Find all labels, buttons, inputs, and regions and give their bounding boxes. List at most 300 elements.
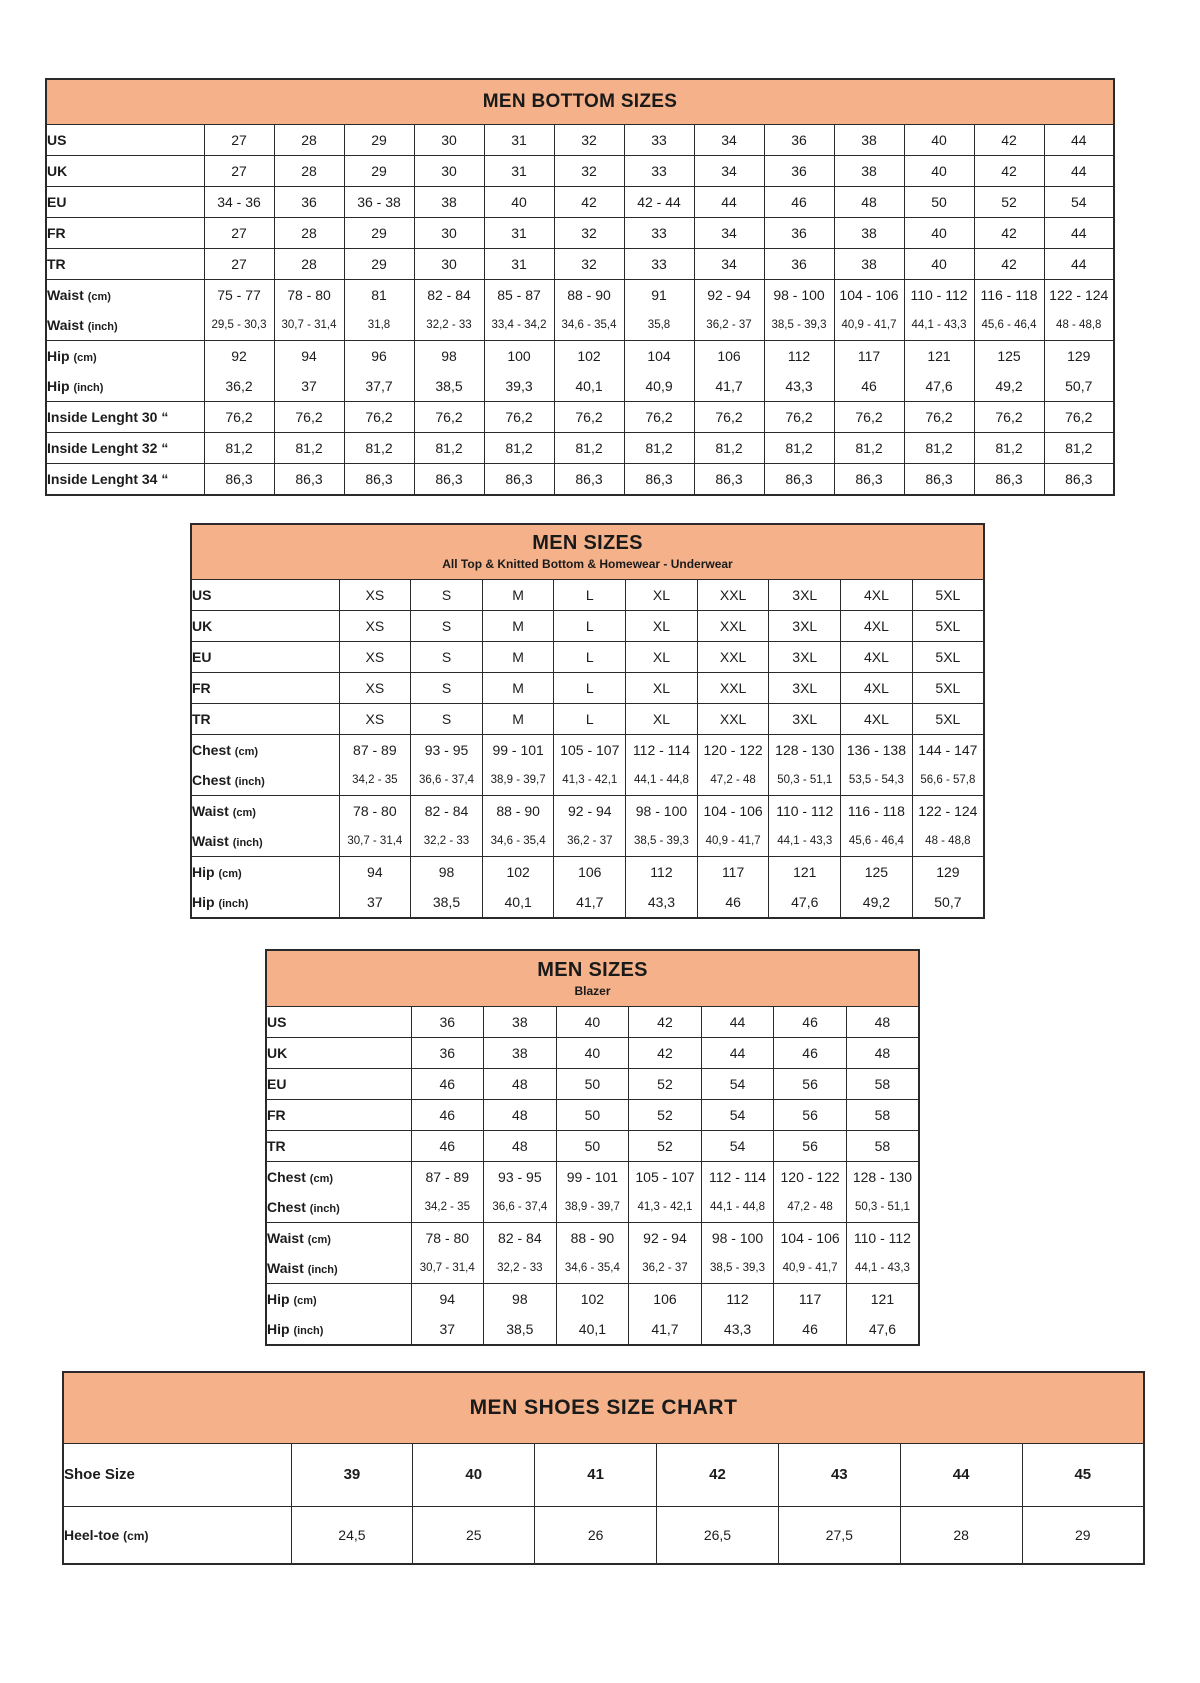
value-cell bbox=[774, 1006, 847, 1037]
value-line: 26,5 bbox=[703, 1527, 732, 1543]
value-line: 30,7 - 31,4 bbox=[347, 835, 403, 847]
value-line: 52 bbox=[1001, 193, 1017, 210]
value-line: XS bbox=[365, 680, 385, 696]
value-cell bbox=[764, 340, 834, 401]
value-line: 40,1 bbox=[575, 377, 603, 394]
value-line: 112 bbox=[650, 864, 673, 880]
value-cell bbox=[339, 580, 411, 611]
value-cell bbox=[774, 1130, 847, 1161]
value-line: 144 - 147 bbox=[918, 742, 978, 758]
value-line: 104 - 106 bbox=[780, 1229, 840, 1246]
table-row bbox=[266, 1099, 919, 1130]
value-line: 88 - 90 bbox=[496, 803, 540, 819]
value-line: 98 bbox=[438, 864, 455, 880]
value-line: XXL bbox=[719, 680, 747, 696]
row-label-cell bbox=[266, 1037, 411, 1068]
value-cell bbox=[291, 1507, 413, 1565]
value-cell bbox=[339, 857, 411, 919]
row-label-text: FR bbox=[192, 680, 211, 696]
row-label-text: Chest bbox=[192, 742, 231, 758]
value-cell bbox=[484, 1037, 557, 1068]
value-line: 75 - 77 bbox=[217, 286, 261, 303]
value-line: 28 bbox=[301, 255, 317, 272]
value-line: 117 bbox=[721, 864, 745, 880]
men-blazer-sizes-grid bbox=[265, 949, 920, 1346]
value-line: 34 bbox=[721, 162, 737, 179]
value-line: 76,2 bbox=[995, 408, 1023, 425]
row-label-cell bbox=[266, 1130, 411, 1161]
value-cell bbox=[624, 463, 694, 495]
value-line: 81,2 bbox=[295, 439, 323, 456]
value-line: 86,3 bbox=[785, 470, 813, 487]
value-line: 78 - 80 bbox=[425, 1229, 470, 1246]
value-line: 40 bbox=[511, 193, 527, 210]
value-line: 42 bbox=[709, 1466, 726, 1483]
value-cell bbox=[344, 155, 414, 186]
value-line: 40 bbox=[931, 224, 947, 241]
row-unit: (inch) bbox=[307, 1263, 338, 1276]
value-cell bbox=[904, 463, 974, 495]
table-row bbox=[266, 1037, 919, 1068]
value-line: 46 bbox=[439, 1075, 456, 1092]
men-shoes-size-chart-grid bbox=[62, 1371, 1145, 1566]
row-label bbox=[47, 310, 204, 340]
value-cell bbox=[694, 432, 764, 463]
value-line: 36,6 - 37,4 bbox=[492, 1200, 548, 1213]
value-line: 44,1 - 44,8 bbox=[710, 1200, 766, 1213]
value-cell bbox=[482, 796, 554, 857]
value-line: 27 bbox=[231, 255, 247, 272]
value-line: 34,6 - 35,4 bbox=[564, 1261, 620, 1274]
row-label-text: Inside Lenght 34 “ bbox=[47, 470, 169, 487]
value-line: 34,6 - 35,4 bbox=[490, 835, 546, 847]
row-label-text: Hip bbox=[267, 1290, 290, 1307]
value-line: 40 bbox=[931, 162, 947, 179]
row-unit: (cm) bbox=[73, 351, 97, 364]
value-line: XXL bbox=[719, 618, 747, 634]
value-cell bbox=[694, 186, 764, 217]
value-cell bbox=[841, 704, 913, 735]
value-cell bbox=[344, 432, 414, 463]
value-cell bbox=[411, 735, 483, 796]
value-line: 48 bbox=[512, 1075, 528, 1092]
value-cell bbox=[834, 124, 904, 155]
value-line: 44 bbox=[721, 193, 737, 210]
value-line: 78 - 80 bbox=[353, 803, 397, 819]
value-cell bbox=[411, 1006, 484, 1037]
value-line: 76,2 bbox=[365, 408, 393, 425]
value-line: 25 bbox=[465, 1527, 482, 1543]
value-line: 120 - 122 bbox=[780, 1168, 840, 1185]
value-line: 102 bbox=[580, 1290, 605, 1307]
value-cell bbox=[846, 1222, 919, 1283]
value-cell bbox=[274, 340, 344, 401]
men-bottom-sizes-grid bbox=[45, 78, 1115, 496]
value-line: 4XL bbox=[863, 711, 889, 727]
value-line: 76,2 bbox=[225, 408, 253, 425]
value-line: 81,2 bbox=[645, 439, 673, 456]
value-line: 81,2 bbox=[365, 439, 393, 456]
value-cell bbox=[764, 248, 834, 279]
value-line: 125 bbox=[997, 347, 1021, 364]
row-label-text: Waist bbox=[192, 833, 229, 849]
value-cell bbox=[774, 1161, 847, 1222]
value-cell bbox=[274, 432, 344, 463]
row-unit: (cm) bbox=[218, 868, 242, 880]
value-cell bbox=[484, 1068, 557, 1099]
value-line: 81,2 bbox=[435, 439, 463, 456]
value-line: 47,6 bbox=[868, 1320, 897, 1337]
value-cell bbox=[769, 704, 841, 735]
row-unit: (cm) bbox=[307, 1233, 331, 1246]
value-line: 37 bbox=[439, 1320, 456, 1337]
value-line: 87 - 89 bbox=[353, 742, 397, 758]
row-label bbox=[192, 673, 339, 703]
row-label-cell bbox=[63, 1444, 291, 1507]
value-line: 121 bbox=[793, 864, 817, 880]
value-cell bbox=[1022, 1444, 1144, 1507]
value-line: XXL bbox=[719, 587, 747, 603]
value-cell bbox=[411, 1222, 484, 1283]
value-line: 50,7 bbox=[934, 894, 962, 910]
value-line: 76,2 bbox=[645, 408, 673, 425]
value-cell bbox=[904, 340, 974, 401]
value-line: 54 bbox=[1070, 193, 1087, 210]
value-line: 92 - 94 bbox=[568, 803, 612, 819]
table-subtitle: All Top & Knitted Bottom & Homewear - Underwear bbox=[442, 557, 733, 572]
value-line: 43,3 bbox=[785, 377, 813, 394]
value-line: 87 - 89 bbox=[425, 1168, 470, 1185]
value-line: 50 bbox=[931, 193, 947, 210]
table-row bbox=[191, 673, 984, 704]
value-cell bbox=[484, 248, 554, 279]
value-cell bbox=[834, 463, 904, 495]
value-cell bbox=[764, 155, 834, 186]
row-label bbox=[267, 1038, 411, 1068]
value-cell bbox=[339, 704, 411, 735]
value-line: 28 bbox=[301, 224, 317, 241]
table-row bbox=[46, 217, 1114, 248]
value-cell bbox=[629, 1283, 702, 1345]
value-line: 49,2 bbox=[995, 377, 1023, 394]
row-label-text: US bbox=[267, 1013, 287, 1030]
value-cell bbox=[556, 1068, 629, 1099]
value-cell bbox=[629, 1006, 702, 1037]
value-line: 81,2 bbox=[785, 439, 813, 456]
value-line: 121 bbox=[927, 347, 951, 364]
value-cell bbox=[414, 340, 484, 401]
value-line: 3XL bbox=[792, 649, 818, 665]
value-cell bbox=[624, 248, 694, 279]
value-line: 82 - 84 bbox=[424, 803, 469, 819]
value-line: 30 bbox=[441, 255, 457, 272]
value-line: 116 - 118 bbox=[980, 286, 1038, 303]
value-line: 46 bbox=[791, 193, 807, 210]
value-line: 76,2 bbox=[715, 408, 743, 425]
value-line: 112 bbox=[787, 347, 811, 364]
value-line: XL bbox=[652, 680, 671, 696]
value-line: 54 bbox=[729, 1137, 746, 1154]
row-label-text: Inside Lenght 32 “ bbox=[47, 439, 169, 456]
value-line: 44,1 - 43,3 bbox=[911, 318, 967, 331]
value-line: 99 - 101 bbox=[492, 742, 544, 758]
value-cell bbox=[484, 1006, 557, 1037]
value-line: L bbox=[585, 618, 594, 634]
value-line: 42 bbox=[1001, 224, 1017, 241]
value-cell bbox=[974, 432, 1044, 463]
value-line: 38,5 - 39,3 bbox=[710, 1261, 766, 1274]
value-cell bbox=[556, 1099, 629, 1130]
row-label bbox=[47, 402, 204, 432]
value-line: 3XL bbox=[792, 587, 818, 603]
value-cell bbox=[274, 217, 344, 248]
value-line: 58 bbox=[874, 1075, 891, 1092]
value-cell bbox=[1022, 1507, 1144, 1565]
row-label-text: UK bbox=[267, 1044, 288, 1061]
table-row bbox=[63, 1507, 1144, 1565]
value-cell bbox=[414, 186, 484, 217]
value-line: 36 bbox=[439, 1044, 456, 1061]
value-line: 33 bbox=[651, 162, 667, 179]
value-cell bbox=[556, 1161, 629, 1222]
value-cell bbox=[624, 432, 694, 463]
value-line: 43,3 bbox=[723, 1320, 752, 1337]
value-cell bbox=[554, 857, 626, 919]
value-cell bbox=[339, 642, 411, 673]
value-cell bbox=[774, 1099, 847, 1130]
value-cell bbox=[414, 155, 484, 186]
table-row bbox=[46, 155, 1114, 186]
value-cell bbox=[482, 704, 554, 735]
value-line: 38,5 bbox=[432, 894, 461, 910]
value-cell bbox=[626, 796, 698, 857]
value-line: 49,2 bbox=[862, 894, 891, 910]
value-line: 102 bbox=[577, 347, 601, 364]
row-label bbox=[192, 580, 339, 610]
value-line: 4XL bbox=[863, 680, 889, 696]
value-line: M bbox=[512, 711, 524, 727]
value-line: 53,5 - 54,3 bbox=[848, 774, 904, 786]
row-label-text: Chest bbox=[192, 772, 231, 788]
row-label bbox=[192, 765, 339, 795]
value-cell bbox=[274, 124, 344, 155]
men-bottom-sizes-table bbox=[45, 78, 1200, 496]
row-label-text: EU bbox=[47, 193, 67, 210]
value-line: 44 bbox=[729, 1044, 746, 1061]
value-line: 44,1 - 43,3 bbox=[777, 835, 833, 847]
value-cell bbox=[204, 279, 274, 340]
table-row bbox=[63, 1444, 1144, 1507]
value-line: 33 bbox=[651, 224, 667, 241]
value-line: 46 bbox=[802, 1320, 818, 1337]
value-line: 122 - 124 bbox=[1049, 286, 1109, 303]
row-unit: (cm) bbox=[232, 807, 256, 819]
value-cell bbox=[769, 642, 841, 673]
value-line: 5XL bbox=[935, 680, 961, 696]
value-line: 93 - 95 bbox=[498, 1168, 542, 1185]
value-line: 86,3 bbox=[995, 470, 1023, 487]
value-line: XL bbox=[652, 587, 671, 603]
value-line: 30,7 - 31,4 bbox=[281, 318, 337, 331]
value-line: 86,3 bbox=[225, 470, 253, 487]
value-line: 39 bbox=[343, 1466, 361, 1483]
value-cell bbox=[697, 580, 769, 611]
value-line: XL bbox=[652, 618, 671, 634]
table-header-row bbox=[46, 79, 1114, 124]
value-cell bbox=[414, 248, 484, 279]
value-line: 32,2 - 33 bbox=[423, 835, 470, 847]
value-line: 136 - 138 bbox=[846, 742, 906, 758]
value-cell bbox=[274, 186, 344, 217]
value-cell bbox=[834, 340, 904, 401]
value-line: 24,5 bbox=[338, 1527, 366, 1543]
value-cell bbox=[769, 611, 841, 642]
value-line: 81,2 bbox=[505, 439, 533, 456]
row-label bbox=[47, 433, 204, 463]
value-cell bbox=[764, 401, 834, 432]
value-line: 48 bbox=[874, 1013, 891, 1030]
value-cell bbox=[414, 124, 484, 155]
value-line: 76,2 bbox=[1065, 408, 1093, 425]
value-line: 121 bbox=[870, 1290, 895, 1307]
value-line: 34 bbox=[721, 131, 737, 148]
value-cell bbox=[624, 155, 694, 186]
value-cell bbox=[764, 279, 834, 340]
value-line: 30 bbox=[441, 224, 457, 241]
row-label-cell bbox=[191, 611, 339, 642]
value-line: 86,3 bbox=[575, 470, 603, 487]
value-cell bbox=[1044, 155, 1114, 186]
value-line: 36,2 - 37 bbox=[706, 318, 752, 331]
row-label-text: Waist bbox=[192, 803, 229, 819]
value-line: 116 - 118 bbox=[847, 803, 905, 819]
value-line: 42 bbox=[657, 1044, 673, 1061]
value-cell bbox=[697, 704, 769, 735]
row-unit: (inch) bbox=[293, 1324, 324, 1337]
value-line: 82 - 84 bbox=[427, 286, 471, 303]
row-label-text: FR bbox=[47, 224, 66, 241]
value-line: 86,3 bbox=[365, 470, 393, 487]
value-line: 104 bbox=[647, 347, 671, 364]
table-body bbox=[46, 124, 1114, 495]
row-label bbox=[64, 1444, 291, 1506]
value-cell bbox=[912, 580, 984, 611]
value-cell bbox=[657, 1444, 779, 1507]
value-cell bbox=[414, 279, 484, 340]
value-line: 46 bbox=[439, 1137, 456, 1154]
value-line: 5XL bbox=[935, 618, 961, 634]
value-cell bbox=[1044, 217, 1114, 248]
value-line: 48 - 48,8 bbox=[925, 835, 971, 847]
row-label bbox=[47, 464, 204, 494]
value-line: 110 - 112 bbox=[853, 1229, 911, 1246]
value-line: 76,2 bbox=[575, 408, 603, 425]
value-cell bbox=[629, 1099, 702, 1130]
row-label-cell bbox=[266, 1099, 411, 1130]
value-line: 36 bbox=[791, 224, 807, 241]
value-line: 42 bbox=[657, 1013, 673, 1030]
value-line: 32 bbox=[581, 162, 597, 179]
value-cell bbox=[344, 124, 414, 155]
value-cell bbox=[204, 463, 274, 495]
value-cell bbox=[629, 1161, 702, 1222]
value-cell bbox=[764, 186, 834, 217]
value-cell bbox=[697, 642, 769, 673]
value-line: 38 bbox=[861, 162, 877, 179]
value-cell bbox=[974, 155, 1044, 186]
value-cell bbox=[841, 735, 913, 796]
value-cell bbox=[846, 1161, 919, 1222]
value-cell bbox=[344, 279, 414, 340]
value-cell bbox=[484, 1099, 557, 1130]
row-label-cell bbox=[191, 704, 339, 735]
value-cell bbox=[556, 1130, 629, 1161]
value-line: 58 bbox=[874, 1106, 891, 1123]
value-line: 76,2 bbox=[505, 408, 533, 425]
row-label-text: Hip bbox=[47, 377, 70, 394]
value-cell bbox=[694, 217, 764, 248]
value-cell bbox=[484, 1161, 557, 1222]
value-line: 41,7 bbox=[651, 1320, 679, 1337]
value-line: M bbox=[512, 587, 524, 603]
row-unit: (cm) bbox=[234, 746, 259, 758]
value-cell bbox=[484, 1222, 557, 1283]
row-label-cell bbox=[46, 463, 204, 495]
value-line: 98 bbox=[512, 1290, 528, 1307]
value-cell bbox=[846, 1130, 919, 1161]
table-row bbox=[46, 124, 1114, 155]
value-line: 129 bbox=[936, 864, 960, 880]
row-label-text: Shoe Size bbox=[64, 1466, 135, 1483]
value-cell bbox=[344, 340, 414, 401]
value-line: 41,3 - 42,1 bbox=[637, 1200, 693, 1213]
value-line: 76,2 bbox=[785, 408, 813, 425]
value-line: 44,1 - 44,8 bbox=[633, 774, 689, 786]
row-label-text: Inside Lenght 30 “ bbox=[47, 408, 169, 425]
value-line: 34,6 - 35,4 bbox=[561, 318, 617, 331]
value-line: 94 bbox=[439, 1290, 456, 1307]
value-cell bbox=[411, 796, 483, 857]
row-label-cell bbox=[191, 580, 339, 611]
value-line: 36,2 - 37 bbox=[567, 835, 613, 847]
table-title: MEN SIZES bbox=[537, 958, 648, 981]
value-line: 32 bbox=[581, 224, 597, 241]
row-label-text: US bbox=[192, 587, 212, 603]
value-cell bbox=[697, 735, 769, 796]
value-cell bbox=[339, 796, 411, 857]
value-cell bbox=[482, 857, 554, 919]
table-row bbox=[46, 279, 1114, 340]
value-cell bbox=[626, 580, 698, 611]
value-line: 128 - 130 bbox=[852, 1168, 913, 1185]
value-cell bbox=[834, 401, 904, 432]
value-cell bbox=[846, 1006, 919, 1037]
value-line: 27,5 bbox=[825, 1527, 853, 1543]
value-line: 81 bbox=[371, 286, 387, 303]
value-line: 54 bbox=[729, 1106, 746, 1123]
value-cell bbox=[701, 1006, 774, 1037]
value-cell bbox=[484, 401, 554, 432]
men-top-sizes-grid bbox=[190, 523, 985, 920]
value-cell bbox=[554, 124, 624, 155]
value-cell bbox=[624, 401, 694, 432]
value-line: 44,1 - 43,3 bbox=[854, 1261, 910, 1274]
value-cell bbox=[413, 1507, 535, 1565]
value-cell bbox=[535, 1444, 657, 1507]
value-cell bbox=[657, 1507, 779, 1565]
value-cell bbox=[411, 704, 483, 735]
value-cell bbox=[414, 401, 484, 432]
